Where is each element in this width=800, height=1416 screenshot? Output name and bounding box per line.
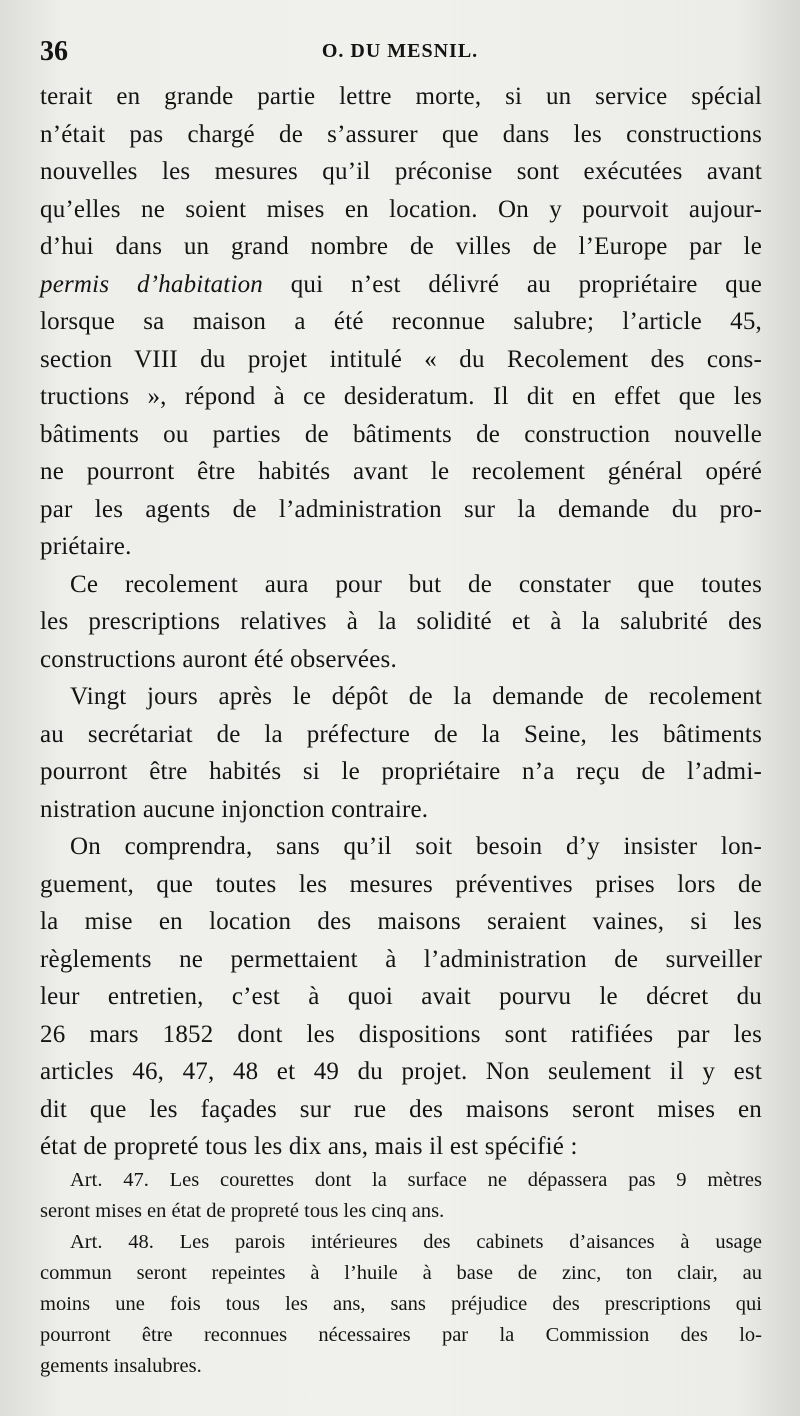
- quote-line: pourront être reconnues nécessaires par la Commission des lo-: [40, 1324, 762, 1346]
- text-line: dit que les façades sur rue des maisons seront mises en: [40, 1095, 762, 1123]
- quoted-articles: [40, 1165, 762, 1382]
- quote-line: gements insalubres.: [40, 1355, 202, 1377]
- text-line: lorsque sa maison a été reconnue salubre; l’article 45,: [40, 308, 762, 335]
- quote-line: seront mises en état de propreté tous les cinq ans.: [40, 1200, 445, 1222]
- text-line: nouvelles les mesures qu’il préconise sont exécutées avant: [40, 158, 762, 185]
- text-line: nistration aucune injonction contraire.: [40, 795, 429, 823]
- text-line: par les agents de l’administration sur la demande du pro-: [40, 495, 762, 523]
- text-line: pourront être habités si le propriétaire n’a reçu de l’admi-: [40, 758, 762, 785]
- italic-term: permis d’habitation: [40, 270, 263, 298]
- text-line: Vingt jours après le dépôt de la demande de recolement: [70, 683, 762, 710]
- text-line: règlements ne permettaient à l’administration de surveiller: [40, 945, 762, 973]
- text-line: au secrétariat de la préfecture de la Seine, les bâtiments: [40, 720, 762, 748]
- text-line: n’était pas chargé de s’assurer que dans les constructions: [40, 120, 762, 148]
- text-line: d’hui dans un grand nombre de villes de l’Europe par le: [40, 233, 762, 260]
- quote-line: moins une fois tous les ans, sans préjudice des prescriptions qui: [40, 1293, 762, 1315]
- quote-line: Art. 48. Les parois intérieures des cabinets d’aisances à usage: [70, 1231, 762, 1253]
- quote-line: commun seront repeintes à l’huile à base de zinc, ton clair, au: [40, 1262, 762, 1284]
- text-line: Ce recolement aura pour but de constater que toutes: [70, 570, 762, 598]
- text-line: articles 46, 47, 48 et 49 du projet. Non seulement il y est: [40, 1058, 762, 1085]
- text-line: la mise en location des maisons seraient vaines, si les: [40, 908, 762, 935]
- page-number: 36: [40, 36, 68, 67]
- text-line: tructions », répond à ce desideratum. Il dit en effet que les: [40, 383, 762, 410]
- text-line: ne pourront être habités avant le recolement général opéré: [40, 458, 762, 485]
- text-line: terait en grande partie lettre morte, si un service spécial: [40, 83, 762, 110]
- text-line: qu’elles ne soient mises en location. On y pourvoit aujour-: [40, 195, 762, 223]
- text-line: constructions auront été observées.: [40, 645, 397, 673]
- quote-line: Art. 47. Les courettes dont la surface ne dépassera pas 9 mètres: [70, 1169, 762, 1191]
- running-head: O. DU MESNIL.: [321, 40, 479, 62]
- page-header: [40, 36, 760, 70]
- text-line: bâtiments ou parties de bâtiments de construction nouvelle: [40, 420, 762, 448]
- text-run: qui n’est délivré au propriétaire que: [263, 270, 762, 298]
- text-line: section VIII du projet intitulé « du Recolement des cons-: [40, 345, 762, 373]
- text-line: [40, 266, 762, 304]
- text-line: leur entretien, c’est à quoi avait pourvu le décret du: [40, 983, 762, 1010]
- text-line: On comprendra, sans qu’il soit besoin d’y insister lon-: [70, 833, 762, 860]
- text-line: priétaire.: [40, 533, 132, 560]
- text-line: 26 mars 1852 dont les dispositions sont ratifiées par les: [40, 1020, 762, 1048]
- text-line: les prescriptions relatives à la solidité et à la salubrité des: [40, 608, 762, 635]
- text-line: guement, que toutes les mesures préventives prises lors de: [40, 870, 762, 898]
- text-line: état de propreté tous les dix ans, mais il est spécifié :: [40, 1133, 578, 1160]
- body-text: [40, 78, 762, 1166]
